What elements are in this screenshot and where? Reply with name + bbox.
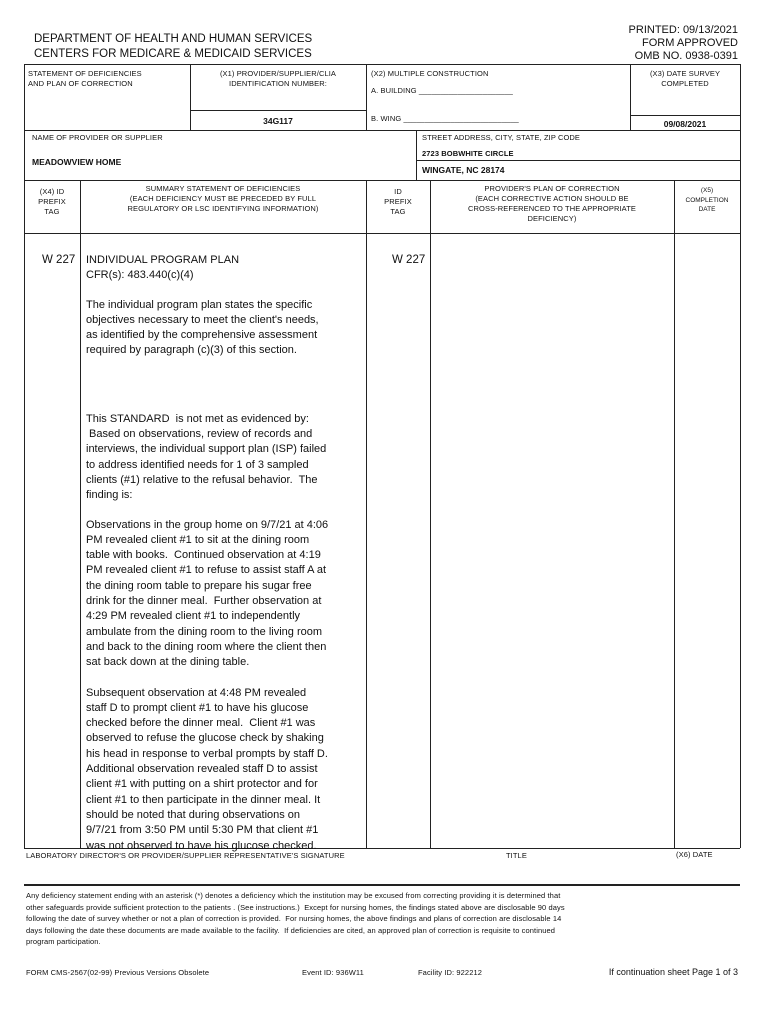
rule	[366, 180, 367, 848]
text-line: client #1 with putting on a shirt protector and for	[86, 778, 318, 791]
text-line: interviews, the individual support plan (ISP) failed	[86, 443, 327, 456]
city-state-zip: WINGATE, NC 28174	[422, 165, 505, 175]
text-line: and back to the dining room where the client then	[86, 640, 327, 653]
rule	[630, 115, 740, 116]
prefix-tag-right: W 227	[392, 254, 426, 266]
x3-label: (X3) DATE SURVEY COMPLETED	[649, 69, 721, 88]
x4-header: (X4) ID PREFIX TAG	[38, 187, 66, 216]
rule	[190, 110, 366, 111]
deficiency-summary	[86, 253, 362, 854]
disclosure-footnote	[26, 890, 738, 948]
form-approved: FORM APPROVED	[642, 37, 738, 49]
rule	[416, 160, 740, 161]
rule	[24, 64, 740, 65]
cfr-citation: CFR(s): 483.440(c)(4)	[86, 269, 194, 282]
rule	[740, 64, 741, 848]
street-address: 2723 BOBWHITE CIRCLE	[422, 149, 514, 158]
text-line: as identified by the comprehensive assessment	[86, 329, 318, 342]
rule	[24, 180, 740, 181]
text-line: 9/7/21 from 3:50 PM until 5:30 PM that client #1	[86, 824, 319, 837]
text-line: other safeguards provide sufficient protection to the patients . (See instructions.) Except for nursing homes, the findings stated above are disclosable 90 days	[26, 902, 565, 912]
text-line: objectives necessary to meet the client's needs,	[86, 313, 319, 326]
signature-label: LABORATORY DIRECTOR'S OR PROVIDER/SUPPLIER REPRESENTATIVE'S SIGNATURE	[26, 851, 345, 860]
text-line: was not observed to have his glucose checked.	[86, 839, 317, 852]
provider-id-number: 34G117	[263, 116, 293, 126]
rule	[674, 180, 675, 848]
form-status-block	[629, 24, 738, 63]
rule	[24, 130, 740, 131]
text-line: Any deficiency statement ending with an asterisk (*) denotes a deficiency which the institution may be excused from correcting providing it is determined that	[26, 891, 561, 900]
text-line: finding is:	[86, 489, 133, 502]
plan-header: PROVIDER'S PLAN OF CORRECTION (EACH CORRECTIVE ACTION SHOULD BE CROSS-REFERENCED TO THE APPROPRIATE DEFICIENCY)	[468, 184, 636, 223]
text-line: to address identified needs for 1 of 3 sampled	[86, 458, 309, 471]
text-line: observed to refuse the glucose check by shaking	[86, 732, 324, 745]
text-line: required by paragraph (c)(3) of this section.	[86, 344, 297, 357]
statement-label: STATEMENT OF DEFICIENCIES AND PLAN OF CORRECTION	[28, 69, 142, 88]
provider-name: MEADOWVIEW HOME	[32, 157, 122, 167]
text-line: ambulate from the dining room to the living room	[86, 625, 323, 638]
agency-line: CENTERS FOR MEDICARE & MEDICAID SERVICES	[34, 48, 312, 60]
form-number: FORM CMS-2567(02-99) Previous Versions Obsolete	[26, 968, 210, 977]
text-line: checked before the dinner meal. Client #1 was	[86, 717, 316, 730]
text-line: days following the date these documents are made available to the facility. If deficiencies are cited, an approved plan of correction is requisite to continued	[26, 925, 556, 935]
x5-header: (X5) COMPLETION DATE	[685, 187, 729, 213]
text-line: drink for the dinner meal. Further observation at	[86, 595, 322, 608]
text-line: clients (#1) relative to the refusal behavior. The	[86, 473, 318, 486]
text-line: Subsequent observation at 4:48 PM revealed	[86, 686, 307, 699]
rule	[24, 233, 740, 234]
text-line: the dining room table to prepare his sugar free	[86, 579, 312, 592]
signature-date-label: (X6) DATE	[676, 850, 713, 859]
event-id: Event ID: 936W11	[302, 968, 364, 977]
rule	[80, 180, 81, 848]
text-line: 4:29 PM revealed client #1 to independently	[86, 610, 301, 623]
rule	[366, 64, 367, 130]
x2-label: (X2) MULTIPLE CONSTRUCTION	[371, 69, 489, 78]
facility-id: Facility ID: 922212	[418, 968, 483, 977]
text-line: This STANDARD is not met as evidenced by:	[86, 412, 309, 425]
text-line: Additional observation revealed staff D to assist	[86, 763, 318, 776]
summary-header: SUMMARY STATEMENT OF DEFICIENCIES (EACH DEFICIENCY MUST BE PRECEDED BY FULL REGULATORY OR LSC IDENTIFYING INFORMATION)	[127, 184, 319, 213]
text-line: his head in response to verbal prompts by staff D.	[86, 747, 328, 760]
paragraph-findings	[86, 412, 362, 504]
wing-field: B. WING ___________________________	[371, 114, 519, 123]
text-line: sat back down at the dining table.	[86, 656, 250, 669]
survey-completed-date: 09/08/2021	[663, 119, 707, 129]
printed-date: PRINTED: 09/13/2021	[628, 24, 738, 36]
title-label: TITLE	[506, 851, 527, 860]
text-line: staff D to prompt client #1 to have his glucose	[86, 701, 309, 714]
text-line: program participation.	[26, 937, 101, 946]
prefix-tag-left: W 227	[42, 254, 76, 266]
text-line: table with books. Continued observation at 4:19	[86, 549, 321, 562]
text-line: PM revealed client #1 to refuse to assist staff A at	[86, 564, 327, 577]
paragraph-regulation	[86, 298, 362, 359]
rule	[24, 884, 740, 886]
department-line: DEPARTMENT OF HEALTH AND HUMAN SERVICES	[34, 33, 313, 45]
text-line: client #1 to then participate in the dinner meal. It	[86, 793, 321, 806]
text-line: The individual program plan states the specific	[86, 298, 313, 311]
text-line: Based on observations, review of records and	[86, 428, 313, 441]
text-line: following the date of survey whether or not a plan of correction is provided. For nursing homes, the above findings and plans of correction are disclosable 14	[26, 914, 562, 923]
text-line: should be noted that during observations on	[86, 808, 301, 821]
address-label: STREET ADDRESS, CITY, STATE, ZIP CODE	[422, 133, 581, 142]
rule	[430, 180, 431, 848]
deficiency-title: INDIVIDUAL PROGRAM PLAN	[86, 254, 240, 266]
department-heading	[34, 32, 312, 62]
rule	[24, 64, 25, 848]
text-line: PM revealed client #1 to sit at the dining room	[86, 533, 310, 546]
omb-number: OMB NO. 0938-0391	[634, 50, 738, 62]
id-prefix-header: ID PREFIX TAG	[384, 187, 412, 216]
page-indicator: If continuation sheet Page 1 of 3	[608, 967, 738, 977]
provider-name-label: NAME OF PROVIDER OR SUPPLIER	[32, 133, 163, 142]
building-field: A. BUILDING ______________________	[371, 86, 513, 95]
x1-label: (X1) PROVIDER/SUPPLIER/CLIA IDENTIFICATION NUMBER:	[219, 69, 337, 88]
paragraph-subsequent-observation	[86, 686, 362, 854]
text-line: Observations in the group home on 9/7/21 at 4:06	[86, 518, 329, 531]
paragraph-observations	[86, 518, 362, 671]
rule	[416, 130, 417, 180]
